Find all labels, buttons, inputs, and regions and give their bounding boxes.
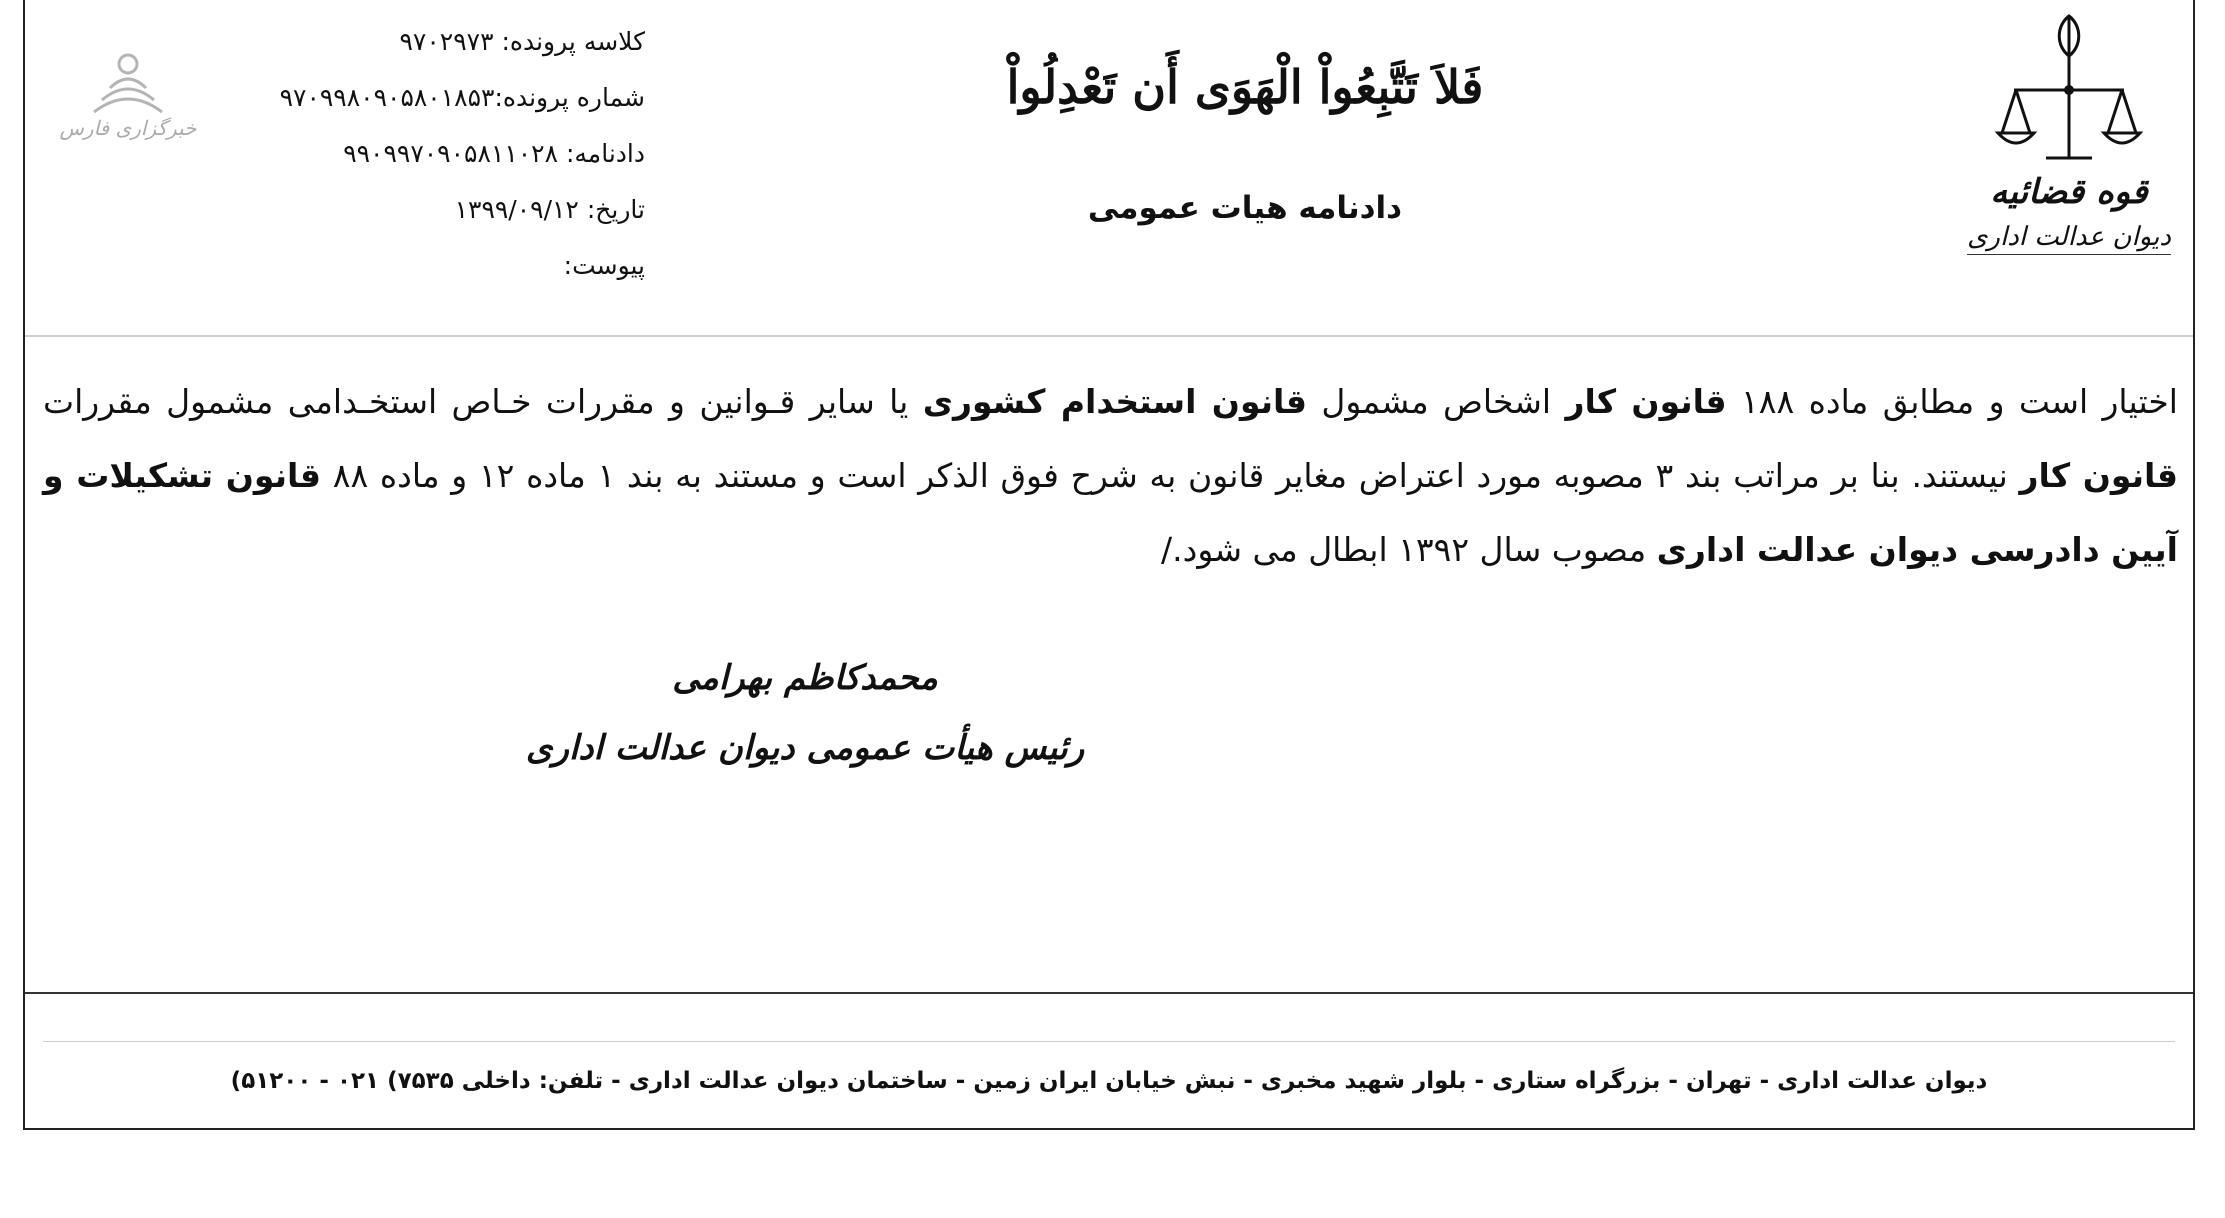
body-segment: اختیار است و مطابق ماده ۱۸۸ xyxy=(1726,382,2178,421)
body-segment: یا سایر قـوانین و مقررات خـاص استخـدامی مشمول مقررات xyxy=(43,382,923,421)
law-reference: قانون کار xyxy=(1565,382,1727,421)
news-agency-logo xyxy=(53,48,203,158)
class-number-row xyxy=(195,14,645,70)
scales-of-justice-icon xyxy=(1994,8,2144,168)
case-number-value: ۹۷۰۹۹۸۰۹۰۵۸۰۱۸۵۳ xyxy=(279,83,495,112)
law-reference: قانون استخدام کشوری xyxy=(922,382,1308,421)
verdict-number-value: ۹۹۰۹۹۷۰۹۰۵۸۱۱۰۲۸ xyxy=(343,139,559,168)
footer-address: دیوان عدالت اداری - تهران - بزرگراه ستاری - بلوار شهید مخبری - نبش خیابان ایران زمین - ساختمان دیوان عدالت اداری - تلفن: داخلی ۷۵۳۵) ۰۲۱ - ۵۱۲۰۰) xyxy=(230,1068,1988,1094)
emblem-title: قوه قضائیه xyxy=(1990,172,2148,212)
class-number-label: کلاسه پرونده: xyxy=(501,27,645,56)
verdict-body xyxy=(43,365,2178,587)
verdict-number-row xyxy=(195,126,645,182)
news-agency-logo-icon xyxy=(88,48,168,118)
signatory-name: محمدکاظم بهرامی xyxy=(672,658,938,698)
attachment-label: پیوست: xyxy=(563,251,645,280)
emblem-subtitle: دیوان عدالت اداری xyxy=(1967,222,2171,255)
footer-divider xyxy=(25,992,2193,994)
signatory-title: رئیس هیأت عمومی دیوان عدالت اداری xyxy=(525,728,1085,768)
law-reference: قانون کار xyxy=(2019,456,2178,495)
body-segment: مصوب سال ۱۳۹۲ ابطال می شود./ xyxy=(1161,530,1657,569)
case-metadata xyxy=(195,14,645,294)
class-number-value: ۹۷۰۲۹۷۳ xyxy=(399,27,494,56)
news-agency-name: خبرگزاری فارس xyxy=(59,116,197,140)
footer-inner-divider xyxy=(43,1041,2175,1042)
date-value: ۱۳۹۹/۰۹/۱۲ xyxy=(454,195,579,224)
document-frame xyxy=(23,0,2195,1130)
case-number-label: شماره پرونده: xyxy=(494,83,645,112)
date-row xyxy=(195,182,645,238)
date-label: تاریخ: xyxy=(586,195,645,224)
body-segment: نیستند. بنا بر مراتب بند ۳ مصوبه مورد اعتراض مغایر قانون به شرح فوق الذکر است و مستند به بند ۱ ماده ۱۲ و ماده ۸۸ xyxy=(321,456,2020,495)
verdict-number-label: دادنامه: xyxy=(565,139,645,168)
document-title: دادنامه هیات عمومی xyxy=(1087,190,1403,226)
letterhead xyxy=(25,0,2193,335)
body-segment: اشخاص مشمول xyxy=(1307,382,1566,421)
quran-verse: فَلاَ تَتَّبِعُواْ الْهَوَى أَن تَعْدِلُواْ xyxy=(1006,60,1484,114)
header-divider xyxy=(25,335,2193,337)
law-reference: قانون تشکیلات و آیین دادرسی دیوان عدالت اداری xyxy=(43,456,2178,569)
signature-block xyxy=(495,648,1115,788)
judiciary-emblem xyxy=(1959,8,2179,308)
case-number-row xyxy=(195,70,645,126)
attachment-row xyxy=(195,238,645,294)
